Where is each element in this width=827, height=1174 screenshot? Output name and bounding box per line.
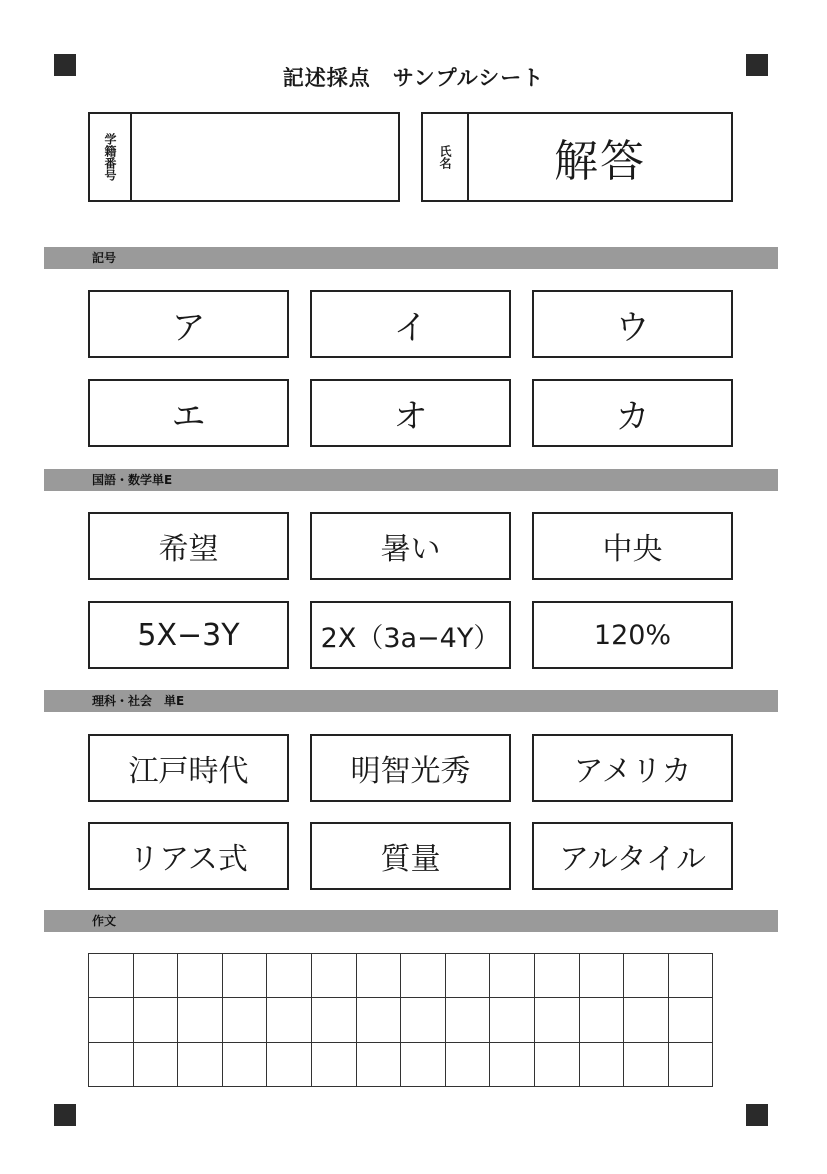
answer-cell: イ (310, 290, 511, 358)
essay-grid-cell[interactable] (668, 998, 713, 1042)
essay-grid-cell[interactable] (401, 1042, 446, 1086)
section-header-science-social: 理科・社会 単E (44, 690, 778, 712)
section-header-symbols: 記号 (44, 247, 778, 269)
answer-cell: 明智光秀 (310, 734, 511, 802)
essay-grid-cell[interactable] (311, 1042, 356, 1086)
essay-grid-cell[interactable] (222, 1042, 267, 1086)
essay-grid-cell[interactable] (178, 998, 223, 1042)
essay-grid-cell[interactable] (133, 1042, 178, 1086)
registration-mark-bottom-left (54, 1104, 76, 1126)
student-id-box[interactable] (88, 112, 400, 202)
essay-grid-cell[interactable] (401, 998, 446, 1042)
essay-grid-cell[interactable] (534, 954, 579, 998)
essay-grid-row (89, 1042, 713, 1086)
essay-grid-cell[interactable] (490, 954, 535, 998)
essay-grid-cell[interactable] (311, 954, 356, 998)
answer-cell: 5X−3Y (88, 601, 289, 669)
essay-grid-cell[interactable] (401, 954, 446, 998)
essay-grid-cell[interactable] (178, 1042, 223, 1086)
essay-grid-cell[interactable] (222, 954, 267, 998)
essay-grid-cell[interactable] (133, 998, 178, 1042)
essay-grid-cell[interactable] (534, 998, 579, 1042)
answer-cell: エ (88, 379, 289, 447)
essay-grid-cell[interactable] (445, 998, 490, 1042)
essay-grid-cell[interactable] (356, 998, 401, 1042)
essay-grid-cell[interactable] (490, 998, 535, 1042)
essay-grid-cell[interactable] (267, 1042, 312, 1086)
essay-grid-cell[interactable] (668, 1042, 713, 1086)
essay-grid-cell[interactable] (534, 1042, 579, 1086)
name-box[interactable] (421, 112, 733, 202)
answer-cell: ウ (532, 290, 733, 358)
essay-grid-cell[interactable] (490, 1042, 535, 1086)
answer-cell: 暑い (310, 512, 511, 580)
section-header-japanese-math: 国語・数学単E (44, 469, 778, 491)
answer-cell: オ (310, 379, 511, 447)
essay-grid-cell[interactable] (579, 998, 624, 1042)
name-value[interactable]: 解答 (554, 136, 646, 187)
name-label: 氏名 (423, 114, 469, 200)
answer-cell: 中央 (532, 512, 733, 580)
answer-cell: アメリカ (532, 734, 733, 802)
section-header-essay: 作文 (44, 910, 778, 932)
essay-grid-row (89, 998, 713, 1042)
essay-grid[interactable] (88, 953, 713, 1087)
essay-grid-cell[interactable] (89, 954, 134, 998)
essay-grid-cell[interactable] (624, 998, 669, 1042)
essay-grid-cell[interactable] (624, 1042, 669, 1086)
answer-cell: 希望 (88, 512, 289, 580)
answer-cell: 2X（3a−4Y） (310, 601, 511, 669)
essay-grid-cell[interactable] (579, 1042, 624, 1086)
essay-grid-cell[interactable] (311, 998, 356, 1042)
answer-cell: ア (88, 290, 289, 358)
registration-mark-bottom-right (746, 1104, 768, 1126)
student-id-label: 学籍番号 (90, 114, 132, 200)
essay-grid-cell[interactable] (178, 954, 223, 998)
essay-grid-cell[interactable] (579, 954, 624, 998)
essay-grid-cell[interactable] (356, 954, 401, 998)
student-id-value[interactable] (132, 114, 398, 200)
essay-grid-cell[interactable] (445, 954, 490, 998)
essay-grid-cell[interactable] (445, 1042, 490, 1086)
answer-cell: リアス式 (88, 822, 289, 890)
essay-grid-cell[interactable] (89, 1042, 134, 1086)
essay-grid-cell[interactable] (624, 954, 669, 998)
essay-grid-cell[interactable] (89, 998, 134, 1042)
essay-grid-cell[interactable] (267, 954, 312, 998)
essay-grid-cell[interactable] (356, 1042, 401, 1086)
essay-grid-cell[interactable] (222, 998, 267, 1042)
essay-grid-cell[interactable] (133, 954, 178, 998)
answer-cell: 江戸時代 (88, 734, 289, 802)
page-title: 記述採点 サンプルシート (282, 66, 545, 90)
answer-cell: 120% (532, 601, 733, 669)
essay-grid-cell[interactable] (267, 998, 312, 1042)
answer-cell: 質量 (310, 822, 511, 890)
essay-grid-cell[interactable] (668, 954, 713, 998)
answer-cell: カ (532, 379, 733, 447)
answer-cell: アルタイル (532, 822, 733, 890)
essay-grid-row (89, 954, 713, 998)
